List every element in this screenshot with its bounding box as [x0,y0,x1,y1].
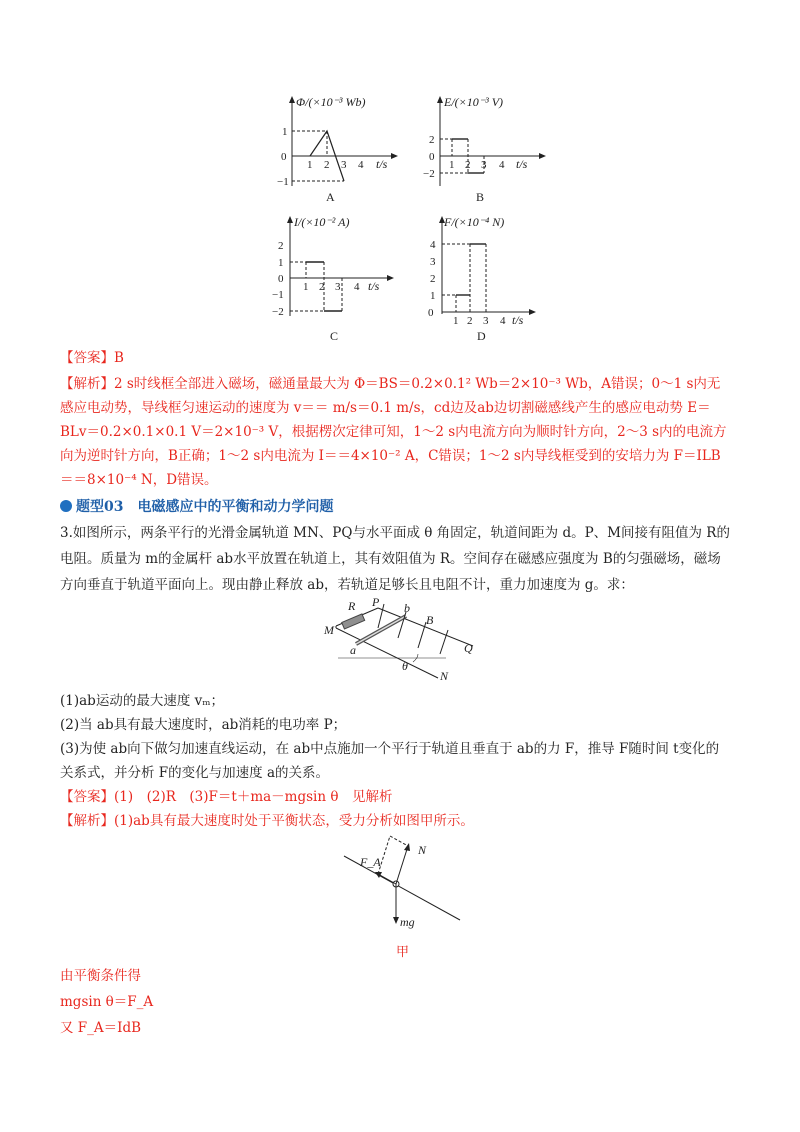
xtick-label: 4 [500,315,506,327]
analysis-text: (1)ab具有最大速度时处于平衡状态，受力分析如图甲所示。 [114,813,474,829]
graph-d-svg [422,216,572,344]
problem-3-line-3: 方向垂直于轨道平面向上。现由静止释放 ab，若轨道足够长且电阻不计，重力加速度为 g。求： [60,577,634,593]
field-line [398,612,406,638]
ytick-label: −2 [272,306,284,318]
tail-line-3: 又 F_A＝IdB [60,1020,142,1036]
graph-c-xlabel: t/s [368,279,380,293]
analysis-label: 【解析】 [60,376,114,392]
ytick-label: 3 [430,256,436,268]
ampere-force-arrow [378,874,396,884]
graph-b-ylabel: E/(×10⁻³ V) [444,95,504,109]
xtick-label: 3 [483,315,489,327]
xtick-label: 1 [449,159,455,171]
xtick-label: 1 [453,315,459,327]
analysis-1-line-1 [60,373,750,395]
section-title: 题型03 电磁感应中的平衡和动力学问题 [76,499,334,515]
ytick-label: 2 [429,134,435,146]
problem-3-line-2: 电阻。质量为 m的金属杆 ab水平放置在轨道上，其有效阻值为 R。空间存在磁感应强度为 B的匀强磁场，磁场 [60,551,721,567]
label-n: N [440,669,449,683]
graph-c-caption: C [330,329,339,343]
answer-value: (1) (2)R (3)F＝t＋ma－mgsin θ 见解析 [114,789,393,805]
ytick-label: 0 [281,151,287,163]
x-axis-arrow [387,275,394,281]
tail-line-1: 由平衡条件得 [60,968,141,984]
force-figure-caption: 甲 [396,945,410,960]
analysis-1-line-3: BLv＝0.2×0.1×0.1 V＝2×10⁻³ V，根据楞次定律可知，1～2 s内电流方向为顺时针方向，2～3 s内的电流方 [60,424,727,440]
analysis-2 [60,810,750,832]
xtick-label: 3 [341,159,347,171]
ytick-label: −1 [277,176,289,188]
graph-b [420,96,560,206]
label-r: R [348,599,356,613]
ytick-label: 2 [430,273,436,285]
graph-b-svg [420,96,560,206]
question-2: (2)当 ab具有最大速度时，ab消耗的电功率 P； [60,717,347,733]
xtick-label: 4 [354,281,360,293]
graph-c-svg [268,216,418,344]
question-3-line-2: 关系式，并分析 F的变化与加速度 a的关系。 [60,765,329,781]
question-1: (1)ab运动的最大速度 vₘ； [60,693,225,709]
answer-value: B [114,350,124,366]
xtick-label: 3 [481,159,487,171]
bullet-icon [60,500,72,512]
xtick-label: 2 [465,159,471,171]
xtick-label: 2 [467,315,473,327]
graph-a [272,96,412,206]
xtick-label: 2 [319,281,325,293]
answer-label: 【答案】 [60,350,114,366]
x-axis-arrow [391,153,398,159]
label-a: a [350,643,356,657]
graph-d-caption: D [477,329,486,343]
xtick-label: 4 [499,159,505,171]
ytick-label: 0 [278,273,284,285]
answer-1 [60,347,750,369]
label-q: Q [464,641,473,655]
ytick-label: 1 [278,257,284,269]
analysis-1-line-4: 向为逆时针方向，B正确；1～2 s内电流为 I＝＝4×10⁻² A，C错误；1～2 s内导线框受到的安培力为 F＝ILB [60,448,721,464]
label-m: M [324,623,334,637]
force-figure [338,834,468,934]
ytick-label: −1 [272,289,284,301]
answer-2 [60,786,750,808]
analysis-text: 2 s时线框全部进入磁场，磁通量最大为 Φ＝BS＝0.2×0.1² Wb＝2×10⁻³ Wb，A错误；0～1 s内无 [114,376,721,392]
analysis-label: 【解析】 [60,813,114,829]
rail-figure [318,595,488,688]
label-mg: mg [400,915,415,929]
label-b: b [404,601,410,615]
graph-d-ylabel: F/(×10⁻⁴ N) [444,215,505,229]
ytick-label: 4 [430,239,436,251]
analysis-1-line-5: ＝＝8×10⁻⁴ N，D错误。 [60,472,218,488]
label-theta: θ [402,659,408,673]
rail-figure-svg [318,595,488,688]
gravity-arrowhead [393,917,399,924]
y-axis-arrow [287,216,293,223]
graph-a-ylabel: Φ/(×10⁻³ Wb) [296,95,366,109]
answer-label: 【答案】 [60,789,114,805]
graph-d-xlabel: t/s [512,313,524,327]
label-field-b: B [426,613,434,627]
graph-a-caption: A [326,190,335,204]
resistor [342,614,365,629]
label-normal: N [418,843,427,857]
label-fa: F_A [360,855,381,869]
x-axis-arrow [529,309,536,315]
graph-b-xlabel: t/s [516,157,528,171]
ytick-label: 0 [428,307,434,319]
force-figure-svg [338,834,468,934]
graph-d [422,216,572,344]
graph-a-svg [272,96,412,206]
tail-line-2: mgsin θ＝F_A [60,994,154,1010]
question-3-line-1: (3)为使 ab向下做匀加速直线运动，在 ab中点施加一个平行于轨道且垂直于 ab的力 F，推导 F随时间 t变化的 [60,741,720,757]
graph-b-caption: B [476,190,485,204]
xtick-label: 2 [324,159,330,171]
analysis-1-line-2: 感应电动势，导线框匀速运动的速度为 v＝＝ m/s＝0.1 m/s，cd边及ab边切割磁感线产生的感应电动势 E＝ [60,400,711,416]
ytick-label: 1 [430,290,436,302]
graph-a-xlabel: t/s [376,157,388,171]
xtick-label: 1 [307,159,313,171]
y-axis-arrow [289,96,295,103]
dashed-line [390,836,408,846]
section-heading [60,496,333,516]
normal-force-arrow [396,846,408,884]
ytick-label: 0 [429,151,435,163]
label-p: P [372,595,380,609]
xtick-label: 3 [335,281,341,293]
graph-c [268,216,418,344]
problem-3-line-1: 3.如图所示，两条平行的光滑金属轨道 MN、PQ与水平面成 θ 角固定，轨道间距为 d。P、M间接有阻值为 R的 [60,525,730,541]
ytick-label: 2 [278,240,284,252]
x-axis-arrow [539,153,546,159]
xtick-label: 4 [358,159,364,171]
graph-c-ylabel: I/(×10⁻² A) [294,215,350,229]
y-axis-arrow [437,96,443,103]
ytick-label: −2 [423,168,435,180]
xtick-label: 1 [303,281,309,293]
ytick-label: 1 [282,126,288,138]
